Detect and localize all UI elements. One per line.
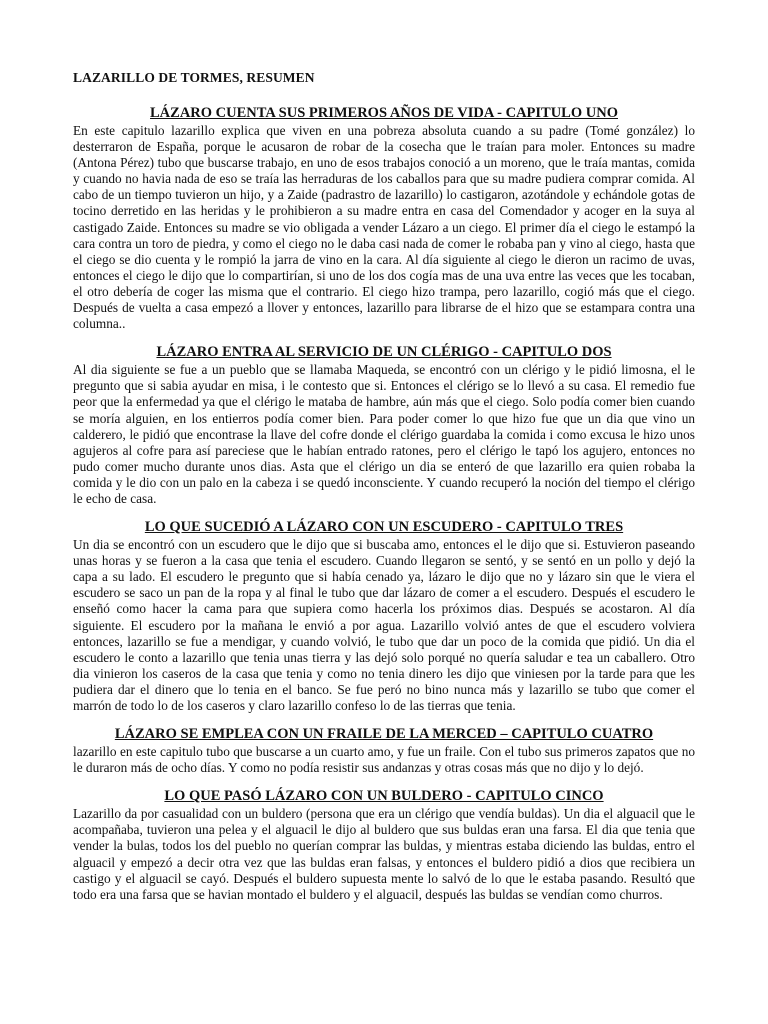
chapter-4 — [73, 726, 695, 776]
chapter-3 — [73, 519, 695, 714]
chapter-heading: LÁZARO ENTRA AL SERVICIO DE UN CLÉRIGO - CAPITULO DOS — [156, 344, 612, 361]
chapter-text: Lazarillo da por casualidad con un buldero (persona que era un clérigo que vendía buldas). Un dia el alguacil que le acompañaba, tuvieron una pelea y el alguacil le dijo al buldero que sus buldas eran una farsa. El dia que tenia que vender la bulas, todos los del pueblo no querían comprar las buldas, y mientras estaba diciendo las buldas, entro el alguacil y empezó a decir otra vez que las buldas eran falsas, y entonces el buldero pidió a dios que recibiera un castigo y el alguacil se cayó. Después el buldero supuesta mente lo salvó de lo que le estaba pasando. Resultó que todo era una farsa que se havian montado el buldero y el alguacil, después las buldas se vendían como churros. — [73, 806, 695, 902]
chapter-heading: LO QUE PASÓ LÁZARO CON UN BULDERO - CAPITULO CINCO — [164, 788, 604, 805]
chapter-heading: LO QUE SUCEDIÓ A LÁZARO CON UN ESCUDERO - CAPITULO TRES — [144, 519, 624, 536]
chapter-heading: LÁZARO CUENTA SUS PRIMEROS AÑOS DE VIDA - CAPITULO UNO — [150, 105, 618, 121]
chapter-text: En este capitulo lazarillo explica que viven en una pobreza absoluta cuando a su padre (Tomé gonzález) lo desterraron de España, porque le acusaron de robar de la cosecha que le traían para moler. Entonces su madre (Antona Pérez) tubo que buscarse trabajo, en uno de esos trabajos conoció a un moreno, que le traía mantas, comida y cuando no havia nada de eso se traía las herraduras de los caballos para que su madre pudiera comprar comida. Al cabo de un tiempo tuvieron un hijo, y a Zaide (padrastro de lazarillo) lo castigaron, azotándole y echándole gotas de tocino derretido en las heridas y le prohibieron a su madre entra en casa del Comendador y acoger en la suya al castigado Zaide. Entonces su madre se vio obligada a vender Lázaro a un ciego. El primer día el ciego le estampó la cara contra un toro de piedra, y como el ciego no le daba casi nada de comer le robaba pan y vino al ciego, hasta que el ciego se dio cuenta y le rompió la jarra de vino en la cara. Al día siguiente al ciego le dieron un racimo de uvas, entonces el ciego le dijo que lo compartirían, si uno de los dos cogía mas de una uva entre las veces que les tocaban, el otro debería de coger las misma que el contrario. El ciego hizo trampa, pero lazarillo, cogió más que el ciego. Después de vuelta a casa empezó a llover y entonces, lazarillo para librarse de el hizo que se estampara contra una columna.. — [73, 123, 695, 332]
document-title: LAZARILLO DE TORMES, RESUMEN — [73, 70, 315, 85]
chapter-text: Un dia se encontró con un escudero que le dijo que si buscaba amo, entonces el le dijo que si. Estuvieron paseando unas horas y se fueron a la casa que tenia el escudero. Cuando llegaron se sentó, y se sentó en un pollo y dejó la capa a su lado. El escudero le pregunto que si había cenado ya, lázaro le dijo que no y lázaro sin que le viera el escudero se saco un pan de la ropa y al final le tubo que dar lázaro de comer a el escudero. Después el escudero le enseñó como hacer la cama para que supiera como hacerla los próximos dias. Después se acostaron. Al día siguiente. El escudero por la mañana le envió a por agua. Lazarillo volvió antes de que el escudero volviera entonces, lazarillo se fue a mendigar, y cuando volvió, le tubo que dar un poco de la comida que pidió. Un dia el escudero le conto a lazarillo que tenia unas tierra y las dejó solo porqué no quería saludar e tea un caballero. Otro dia vinieron los caseros de la casa que tenia y como no tenia dinero les dijo que viniesen por la tarde para que les pudiera dar el dinero que lo tenia en el banco. Se fue peró no bino nunca más y lazarillo se tubo que comer el marrón de todo lo de los caseros y claro lazarillo confeso lo de las tierras que tenia. — [73, 537, 695, 713]
chapter-text: Al dia siguiente se fue a un pueblo que se llamaba Maqueda, se encontró con un clérigo y le pidió limosna, el le pregunto que si sabia ayudar en misa, i le contesto que si. Entonces el clérigo se lo llevó a su casa. El remedio fue peor que la enfermedad ya que el clérigo le mataba de hambre, aún más que el ciego. Solo podía comer bien cuando se moría alguien, en los entierros podía comer bien. Para poder comer lo que hizo fue que un dia que vino un calderero, le pidió que encontrase la llave del cofre donde el clérigo guardaba la comida i como excusa le hizo unos agujeros al cofre para así pareciese que le habían entrado ratones, pero el clérigo le tapó los agujero, entonces no pudo comer mucho durante unos dias. Asta que el clérigo un dia se enteró de que lazarillo era quien robaba la comida y le dio con un palo en la cabeza i se quedó inconsciente. Y cuando recuperó la noción del tiempo el clérigo le echo de casa. — [73, 362, 695, 506]
chapter-2 — [73, 344, 695, 507]
chapter-1 — [73, 105, 695, 332]
chapter-5 — [73, 788, 695, 903]
chapter-text: lazarillo en este capitulo tubo que buscarse a un cuarto amo, y fue un fraile. Con el tubo sus primeros zapatos que no le duraron más de ocho días. Y como no podía resistir sus andanzas y otras cosas más que no dijo y lo dejó. — [73, 744, 695, 776]
chapter-heading: LÁZARO SE EMPLEA CON UN FRAILE DE LA MERCED – CAPITULO CUATRO — [114, 726, 654, 743]
